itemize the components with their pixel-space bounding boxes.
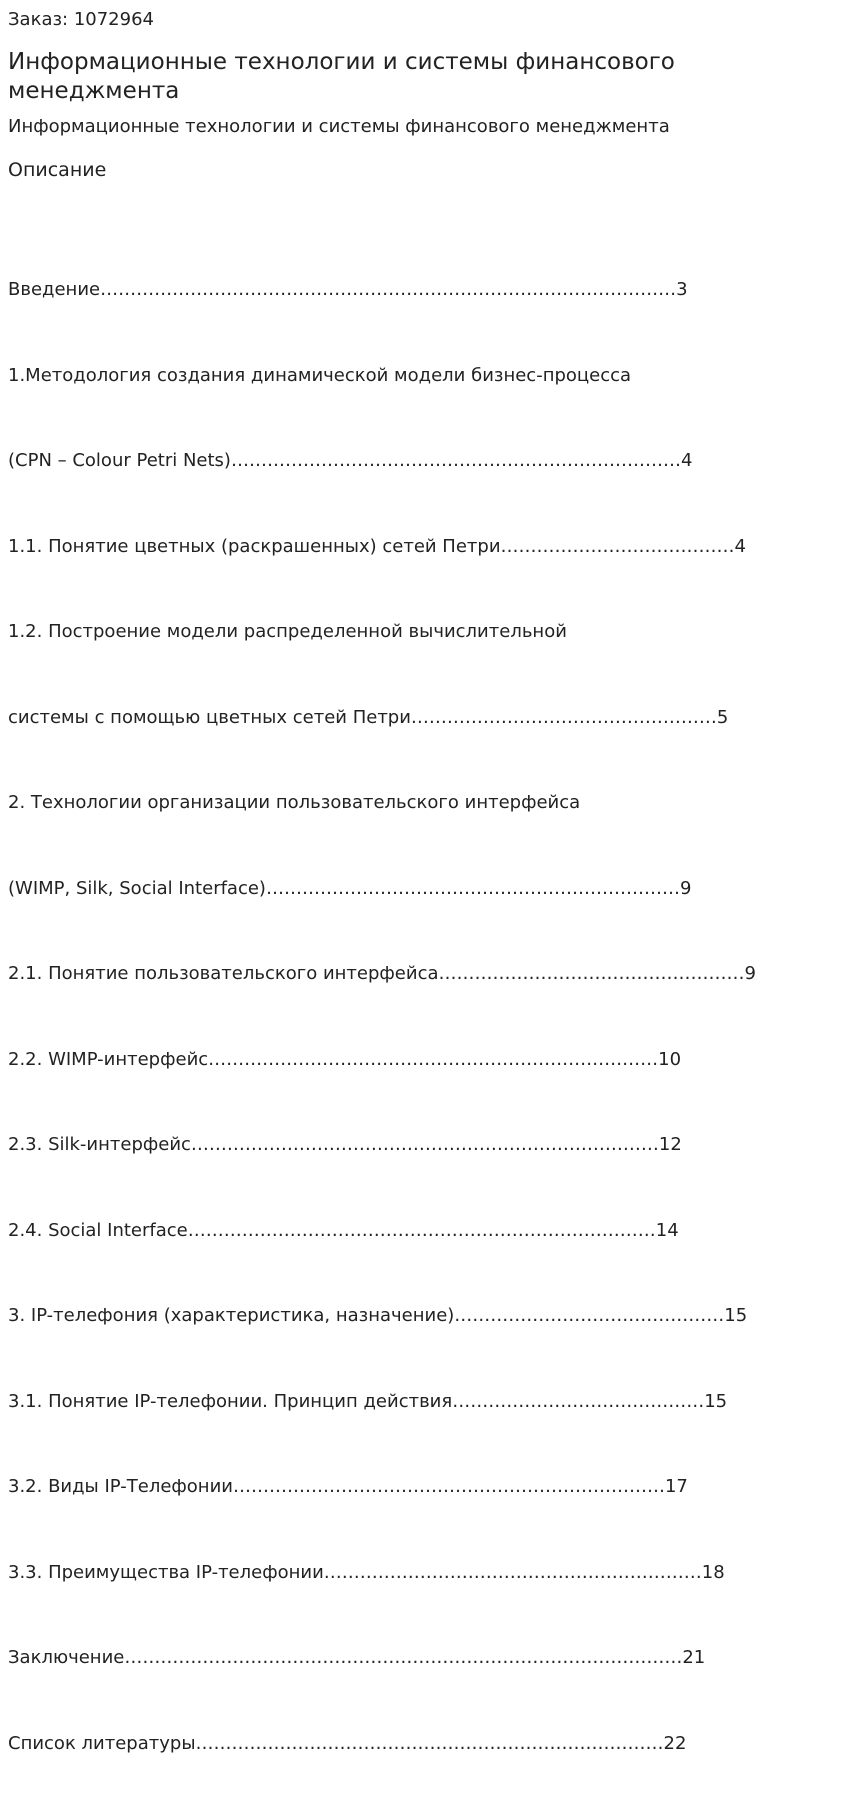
toc-line: 2. Технологии организации пользовательского интерфейса <box>8 792 581 813</box>
toc-line: 2.3. Silk-интерфейс……………………………………………………………………12 <box>8 1134 682 1155</box>
toc-line: 3.2. Виды IP-Телефонии………………………………………………………………17 <box>8 1476 688 1497</box>
page-title: Информационные технологии и системы финансового менеджмента <box>8 49 675 104</box>
toc-line: Список литературы……………………………………………………………………22 <box>8 1732 687 1754</box>
order-number: Заказ: 1072964 <box>8 9 154 30</box>
toc-line: Заключение…………………………………………………………………………………21 <box>8 1647 706 1668</box>
description-heading: Описание <box>8 159 107 181</box>
toc-line: 1.2. Построение модели распределенной вычислительной <box>8 621 567 642</box>
toc-line: 3.1. Понятие IP-телефонии. Принцип действия……………………………………15 <box>8 1390 728 1412</box>
toc-line: 2.2. WIMP-интерфейс…………………………………………………………………10 <box>8 1048 682 1070</box>
toc-line: 2.4. Social Interface……………………………………………………………………14 <box>8 1219 679 1241</box>
toc-line: 1.1. Понятие цветных (раскрашенных) сетей Петри…………………………………4 <box>8 535 746 557</box>
toc-line: 3. IP-телефония (характеристика, назначение)………………………………………15 <box>8 1305 748 1326</box>
toc-line: 1.Методология создания динамической модели бизнес-процесса <box>8 364 632 386</box>
toc-line: 2.1. Понятие пользовательского интерфейса……………………………………………9 <box>8 963 756 984</box>
toc-line: системы с помощью цветных сетей Петри……………………………………………5 <box>8 706 729 728</box>
table-of-contents <box>8 219 756 1815</box>
toc-line: (CPN – Colour Petri Nets)…………………………………………………………………4 <box>8 450 693 471</box>
toc-line: (WIMP, Silk, Social Interface)……………………………………………………………9 <box>8 877 692 899</box>
page-subtitle: Информационные технологии и системы финансового менеджмента <box>8 116 670 137</box>
toc-line: Введение……………………………………………………………………………………3 <box>8 279 688 300</box>
toc-line: 3.3. Преимущества IP-телефонии………………………………………………………18 <box>8 1561 725 1583</box>
